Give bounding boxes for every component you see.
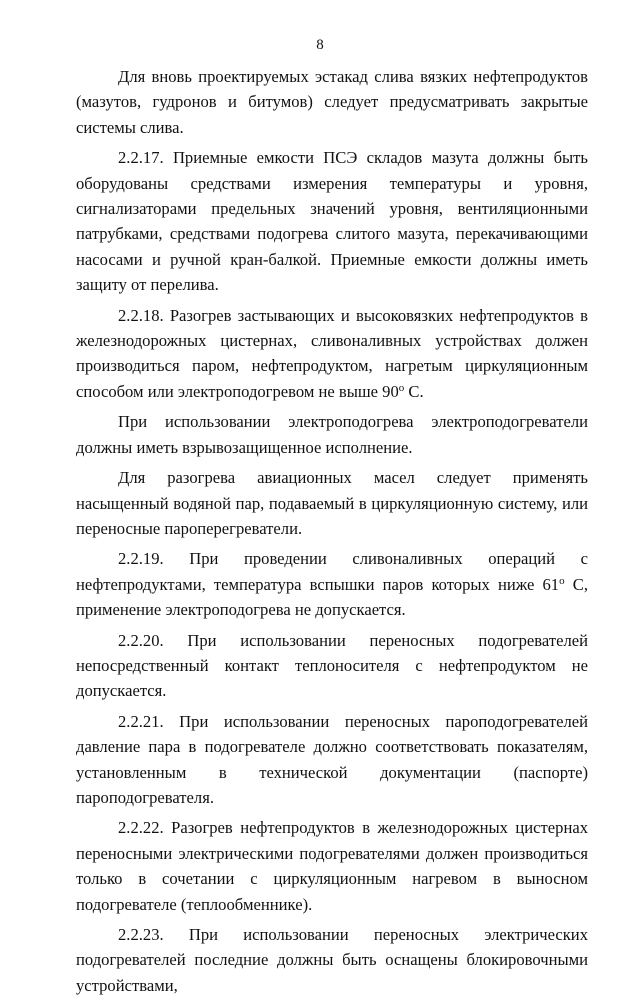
paragraph-2-2-19: [76, 546, 588, 622]
paragraph-2-2-20: 2.2.20. При использовании переносных подогревателей непосредственный контакт теплоносителя с нефтепродуктом не допускается.: [76, 630, 588, 701]
degree-sign: о: [559, 574, 565, 587]
paragraph-2-2-23: 2.2.23. При использовании переносных электрических подогревателей последние должны быть оснащены блокировочными устройствами,: [76, 925, 588, 995]
paragraph-2-2-19-text: 2.2.19. При проведении сливоналивных операций с нефтепродуктами, температура вспышки паров которых ниже 61: [76, 549, 588, 594]
paragraph-2-2-18: [76, 303, 588, 405]
paragraph-2-2-19-rest: С, применение электроподогрева не допускается.: [76, 574, 588, 620]
degree-sign: о: [398, 381, 405, 394]
paragraph-2-2-21: 2.2.21. При использовании переносных пароподогревателей давление пара в подогревателе должно соответствовать показателям, установленным в технической документации (паспорте) пароподогревателя.: [76, 711, 588, 807]
paragraph-2-2-18-text: 2.2.18. Разогрев застывающих и высоковязких нефтепродуктов в железнодорожных цистернах, сливоналивных устройствах должен производиться паром, нефтепродуктом, нагретым циркуляционным способом или электроподогревом не выше 90: [76, 305, 588, 401]
paragraph-2-2-22: 2.2.22. Разогрев нефтепродуктов в железнодорожных цистернах переносными электрическими подогревателями должен производиться только в сочетании с циркуляционным нагревом в выносном подогревателе (теплообменнике).: [76, 818, 588, 914]
page-number: 8: [316, 37, 324, 53]
paragraph-aviation-oils: Для разогрева авиационных масел следует применять насыщенный водяной пар, подаваемый в циркуляционную систему, или переносные пароперегреватели.: [76, 468, 588, 538]
document-body: [76, 64, 588, 1003]
paragraph-electric-heating: При использовании электроподогрева электроподогреватели должны иметь взрывозащищенное исполнение.: [76, 412, 588, 457]
paragraph-2-2-17: 2.2.17. Приемные емкости ПСЭ складов мазута должны быть оборудованы средствами измерения температуры и уровня, сигнализаторами предельных значений уровня, вентиляционными патрубками, средствами подогрева слитого мазута, перекачивающими насосами и ручной кран-балкой. Приемные емкости должны иметь защиту от перелива.: [76, 148, 588, 295]
paragraph-closed-drain-systems: Для вновь проектируемых эстакад слива вязких нефтепродуктов (мазутов, гудронов и битумов) следует предусматривать закрытые системы слива.: [76, 67, 588, 137]
paragraph-2-2-18-unit: С.: [404, 381, 424, 401]
